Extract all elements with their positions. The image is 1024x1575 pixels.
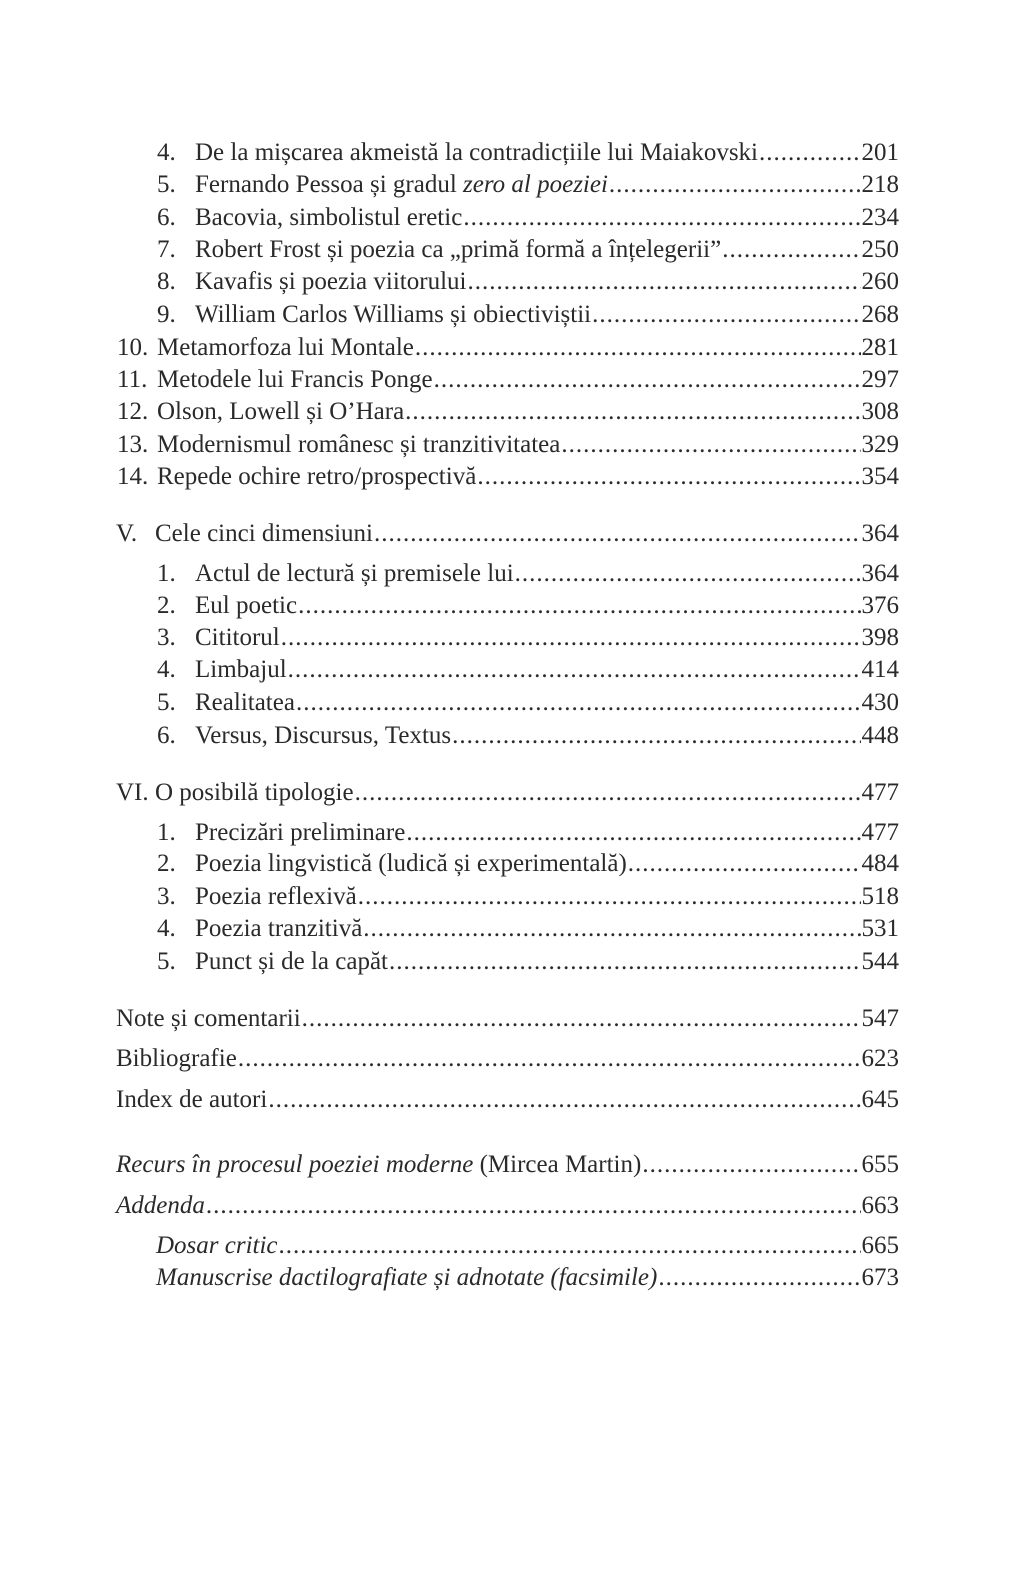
page-number: 663 [861,1192,899,1219]
entry-number: 8. [157,268,176,295]
page-number: 201 [861,139,899,166]
dot-leader [288,654,861,686]
entry-title [116,1043,237,1075]
entry-title-text: Metodele lui Francis Ponge [157,366,433,393]
toc-entry[interactable] [0,137,1024,169]
toc-entry[interactable] [0,332,1024,364]
toc-entry[interactable] [0,266,1024,298]
entry-number: 10. [117,334,149,361]
entry-title [195,622,280,654]
dot-leader [279,1230,861,1262]
toc-entry[interactable] [0,1230,1024,1262]
dot-leader [515,558,861,590]
dot-leader [363,913,860,945]
dot-leader [281,622,861,654]
toc-entry[interactable] [0,364,1024,396]
entry-title-text: Cele cinci dimensiuni [155,520,374,547]
page-number: 250 [861,236,899,263]
toc-entry[interactable] [0,848,1024,880]
entry-number: 5. [157,171,176,198]
dot-leader [642,1149,860,1181]
toc-entry[interactable] [0,913,1024,945]
dot-leader [452,720,860,752]
page-number: 547 [861,1005,899,1032]
dot-leader [405,396,860,428]
entry-title-text: Repede ochire retro/prospectivă [157,463,477,490]
entry-title-text: Kavafis și poezia viitorului [195,268,467,295]
entry-title-text: Note și comentarii [116,1005,301,1032]
page-number: 329 [861,431,899,458]
page-number: 308 [861,398,899,425]
dot-leader [296,687,861,719]
entry-title [116,1084,267,1116]
entry-title [195,913,362,945]
entry-title-italic: Manuscrise dactilografiate și adnotate (facsimile) [156,1264,658,1291]
page-number: 414 [861,656,899,683]
dot-leader [206,1190,861,1222]
page-number: 218 [861,171,899,198]
entry-title-text: William Carlos Williams și obiectiviștii [195,301,592,328]
dot-leader [406,817,860,849]
entry-title [116,1003,301,1035]
entry-title-text: (Mircea Martin) [473,1151,642,1178]
entry-title [195,299,591,331]
entry-title [195,137,758,169]
entry-number: 3. [157,883,176,910]
entry-title [195,654,287,686]
page-number: 364 [861,560,899,587]
dot-leader [238,1043,861,1075]
toc-entry[interactable] [0,234,1024,266]
entry-number: 1. [157,819,176,846]
dot-leader [355,777,861,809]
entry-title [156,1230,278,1262]
entry-number: 12. [117,398,149,425]
entry-title-text: Modernismul românesc și tranzitivitatea [157,431,561,458]
page-number: 484 [861,850,899,877]
entry-title-italic: Dosar critic [156,1232,278,1259]
toc-entry[interactable] [0,777,1024,809]
toc-entry[interactable] [0,1262,1024,1294]
page-number: 376 [861,592,899,619]
entry-title-text: Bacovia, simbolistul eretic [195,204,463,231]
entry-title-text: Precizări preliminare [195,819,406,846]
toc-entry[interactable] [0,396,1024,428]
toc-entry[interactable] [0,1190,1024,1222]
entry-number: 6. [157,722,176,749]
entry-title-text: Realitatea [195,689,295,716]
entry-title [116,1190,205,1222]
entry-title [157,364,433,396]
toc-entry[interactable] [0,299,1024,331]
page-number: 665 [861,1232,899,1259]
entry-number: VI. [116,779,149,806]
entry-title-text: Poezia tranzitivă [195,915,363,942]
toc-entry[interactable] [0,518,1024,550]
page-number: 430 [861,689,899,716]
page-number: 364 [861,520,899,547]
entry-title-text: O posibilă tipologie [155,779,354,806]
entry-number: 4. [157,915,176,942]
page-number: 448 [861,722,899,749]
toc-entry[interactable] [0,1043,1024,1075]
entry-title-text: Versus, Discursus, Textus [195,722,452,749]
toc-entry[interactable] [0,720,1024,752]
toc-entry[interactable] [0,881,1024,913]
entry-number: 9. [157,301,176,328]
entry-title [157,429,560,461]
dot-leader [302,1003,861,1035]
toc-entry[interactable] [0,558,1024,590]
toc-entry[interactable] [0,687,1024,719]
entry-title [195,590,297,622]
entry-title [157,461,476,493]
entry-title [195,266,466,298]
entry-title-italic: Recurs în procesul poeziei moderne [116,1151,474,1178]
entry-title [195,946,388,978]
dot-leader [463,202,860,234]
dot-leader [268,1084,860,1116]
page-number: 477 [861,819,899,846]
entry-title [156,1262,657,1294]
page-number: 477 [861,779,899,806]
page-number: 531 [861,915,899,942]
toc-entry[interactable] [0,1003,1024,1035]
toc-entry[interactable] [0,202,1024,234]
entry-title-text: Bibliografie [116,1045,237,1072]
entry-title [195,558,514,590]
entry-title-text: Index de autori [116,1086,268,1113]
page-number: 623 [861,1045,899,1072]
page-number: 281 [861,334,899,361]
page-number: 544 [861,948,899,975]
page-number: 297 [861,366,899,393]
page-number: 655 [861,1151,899,1178]
entry-number: 11. [117,366,148,393]
toc-entry[interactable] [0,622,1024,654]
entry-number: 4. [157,139,176,166]
toc-entry[interactable] [0,169,1024,201]
entry-title-text: Metamorfoza lui Montale [157,334,414,361]
entry-title-text: Olson, Lowell și O’Hara [157,398,405,425]
dot-leader [658,1262,860,1294]
dot-leader [467,266,860,298]
page-number: 518 [861,883,899,910]
entry-title [155,518,373,550]
entry-title [195,687,295,719]
page-number: 234 [861,204,899,231]
dot-leader [561,429,860,461]
entry-number: 5. [157,948,176,975]
entry-title-text: Actul de lectură și premisele lui [195,560,514,587]
toc-entry[interactable] [0,461,1024,493]
entry-title-text: Limbajul [195,656,287,683]
entry-number: V. [116,520,138,547]
entry-title-text: Punct și de la capăt [195,948,388,975]
dot-leader [477,461,860,493]
entry-number: 3. [157,624,176,651]
entry-title-text: Poezia lingvistică (ludică și experimentală) [195,850,627,877]
entry-number: 5. [157,689,176,716]
page-number: 354 [861,463,899,490]
toc-entry[interactable] [0,654,1024,686]
entry-title-italic: Addenda [116,1192,205,1219]
entry-title-text: Eul poetic [195,592,298,619]
entry-number: 14. [117,463,149,490]
entry-title [195,720,451,752]
toc-entry[interactable] [0,817,1024,849]
page-number: 398 [861,624,899,651]
toc-entry[interactable] [0,429,1024,461]
page-number: 260 [861,268,899,295]
dot-leader [592,299,860,331]
page-number: 673 [861,1264,899,1291]
entry-title [195,202,462,234]
entry-title [195,848,627,880]
entry-title-text: Cititorul [195,624,280,651]
entry-number: 7. [157,236,176,263]
entry-title-text: Poezia reflexivă [195,883,357,910]
entry-number: 13. [117,431,149,458]
page-number: 268 [861,301,899,328]
dot-leader [415,332,861,364]
entry-title [195,817,405,849]
dot-leader [759,137,861,169]
entry-title [195,234,721,266]
dot-leader [374,518,860,550]
dot-leader [722,234,860,266]
entry-title [155,777,354,809]
entry-number: 2. [157,592,176,619]
dot-leader [298,590,860,622]
dot-leader [434,364,861,396]
dot-leader [389,946,861,978]
toc-entry[interactable] [0,946,1024,978]
page-number: 645 [861,1086,899,1113]
entry-title-text: De la mișcarea akmeistă la contradicțiile lui Maiakovski [195,139,758,166]
dot-leader [628,848,861,880]
entry-number: 4. [157,656,176,683]
entry-title [195,169,608,201]
entry-title [157,332,414,364]
entry-title-italic: zero al poeziei [463,171,608,198]
toc-entry[interactable] [0,1084,1024,1116]
entry-number: 2. [157,850,176,877]
entry-title [195,881,357,913]
entry-title [116,1149,641,1181]
entry-title-text: Fernando Pessoa și gradul [195,171,464,198]
entry-title [157,396,404,428]
dot-leader [609,169,861,201]
toc-entry[interactable] [0,590,1024,622]
dot-leader [358,881,861,913]
toc-entry[interactable] [0,1149,1024,1181]
entry-number: 6. [157,204,176,231]
entry-number: 1. [157,560,176,587]
entry-title-text: Robert Frost și poezia ca „primă formă a înțelegerii” [195,236,722,263]
